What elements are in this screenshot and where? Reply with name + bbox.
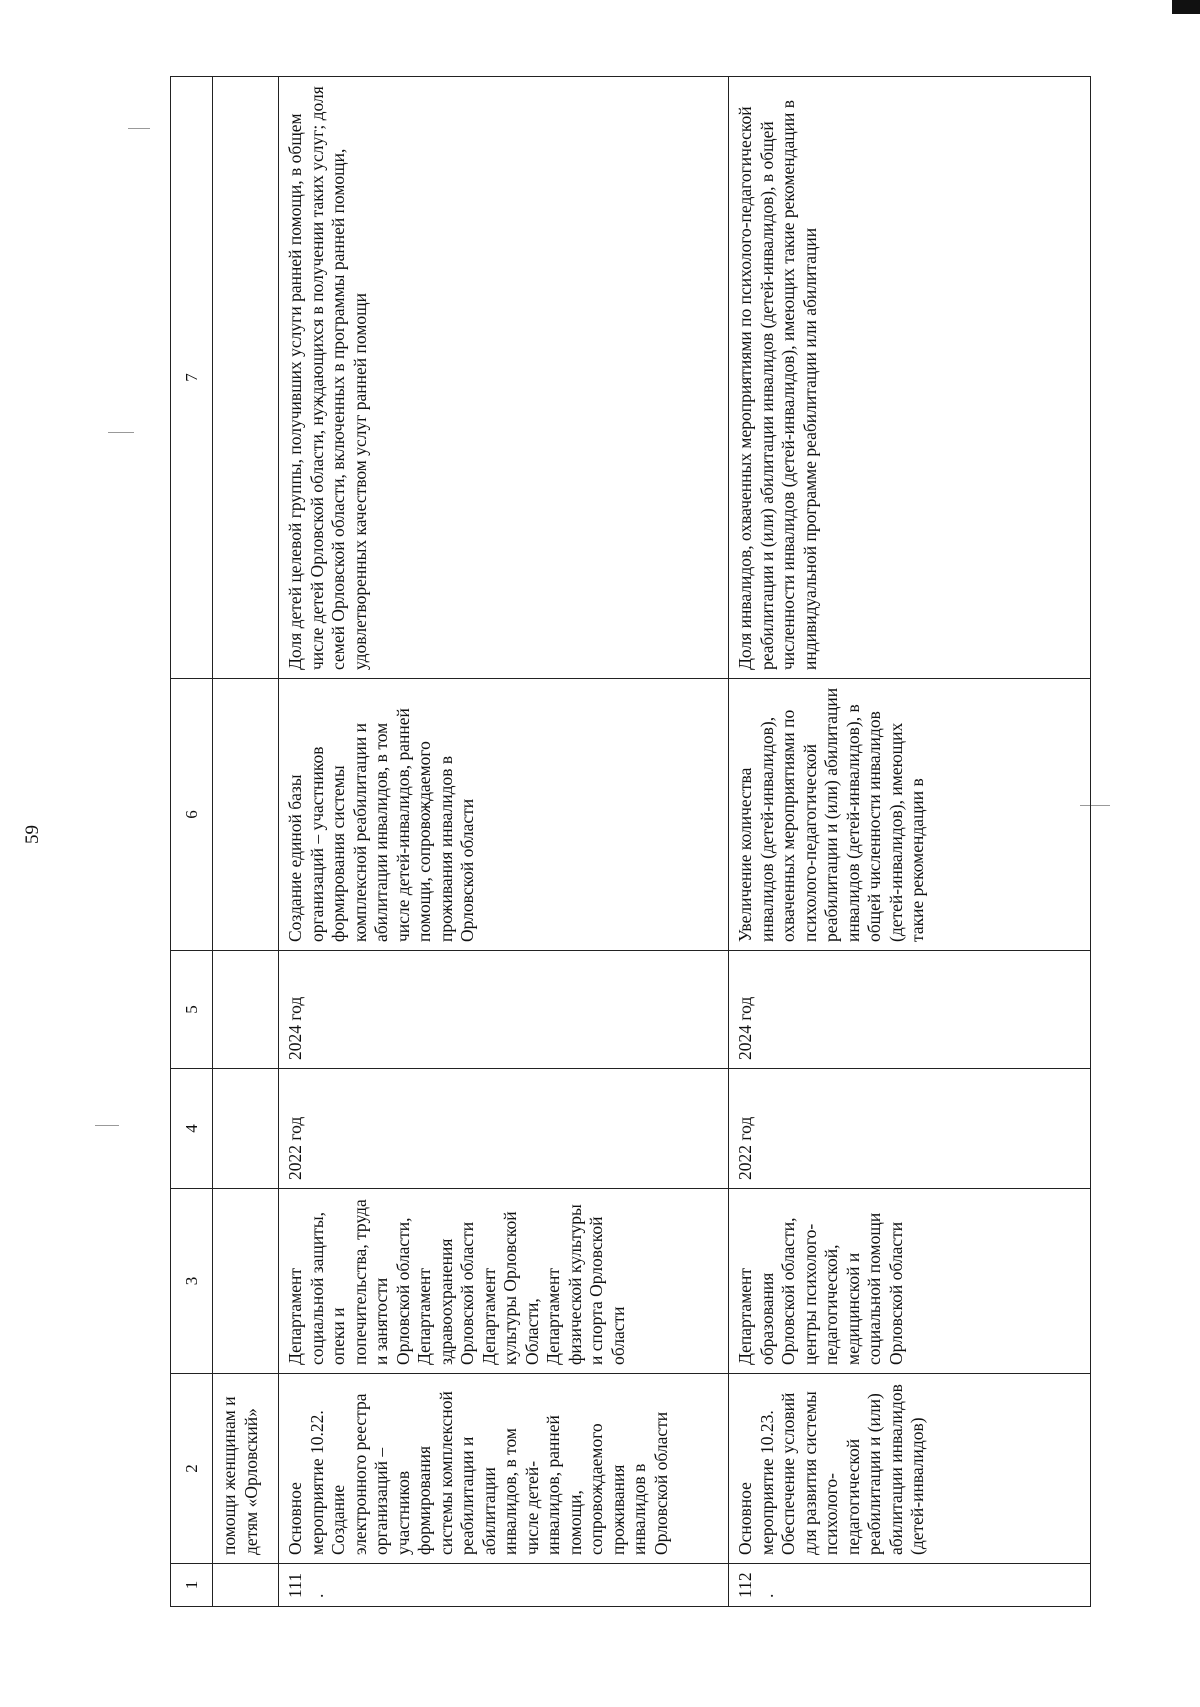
event-name: Основное мероприятие 10.22. Создание электронного реестра организаций – участников формирования системы комплексной реабилитации и абилитации инвалидов, в том числе детей-инвалидов, ранней помощи, сопровождаемого проживания инвалидов в Орловской области bbox=[279, 1374, 729, 1564]
program-events-table bbox=[170, 76, 1091, 1607]
indicator: Доля инвалидов, охваченных мероприятиями по психолого-педагогической реабилитации и (или) абилитации инвалидов (детей-инвалидов), в общей численности инвалидов (детей-инвалидов), имеющих такие рекомендации в индивидуальной программе реабилитации или абилитации bbox=[729, 77, 1091, 679]
cont-cell-1 bbox=[213, 1564, 279, 1607]
start-year: 2022 год bbox=[279, 1069, 729, 1189]
indicator: Доля детей целевой группы, получивших услуги ранней помощи, в общем числе детей Орловской области, нуждающихся в получении таких услуг; доля семей Орловской области, включенных в программы ранней помощи, удовлетворенных качеством услуг ранней помощи bbox=[279, 77, 729, 679]
header-col-3: 3 bbox=[171, 1189, 213, 1374]
cont-cell-5 bbox=[213, 951, 279, 1069]
cont-cell-2: помощи женщинам и детям «Орловский» bbox=[213, 1374, 279, 1564]
header-col-6: 6 bbox=[171, 679, 213, 951]
header-col-2: 2 bbox=[171, 1374, 213, 1564]
expected-result: Увеличение количества инвалидов (детей-инвалидов), охваченных мероприятиями по психолого-педагогической реабилитации и (или) абилитации инвалидов (детей-инвалидов), в общей численности инвалидов (детей-инвалидов), имеющих такие рекомендации в bbox=[729, 679, 1091, 951]
header-row bbox=[171, 77, 213, 1607]
header-col-1: 1 bbox=[171, 1564, 213, 1607]
page-number: 59 bbox=[22, 825, 43, 844]
table-row bbox=[279, 77, 729, 1607]
cont-cell-7 bbox=[213, 77, 279, 679]
start-year: 2022 год bbox=[729, 1069, 1091, 1189]
header-col-4: 4 bbox=[171, 1069, 213, 1189]
scan-artifact bbox=[108, 432, 134, 433]
cont-cell-6 bbox=[213, 679, 279, 951]
header-col-5: 5 bbox=[171, 951, 213, 1069]
document-table-rotated bbox=[170, 77, 1090, 1607]
scan-artifact bbox=[95, 1125, 119, 1126]
end-year: 2024 год bbox=[729, 951, 1091, 1069]
event-name: Основное мероприятие 10.23. Обеспечение условий для развития системы психолого-педагогической реабилитации и (или) абилитации инвалидов (детей-инвалидов) bbox=[729, 1374, 1091, 1564]
scan-corner-mark bbox=[1172, 0, 1200, 14]
cont-cell-4 bbox=[213, 1069, 279, 1189]
expected-result: Создание единой базы организаций – участников формирования системы комплексной реабилитации и абилитации инвалидов, в том числе детей-инвалидов, ранней помощи, сопровождаемого проживания инвалидов в Орловской области bbox=[279, 679, 729, 951]
cont-cell-3 bbox=[213, 1189, 279, 1374]
row-number: 111. bbox=[279, 1564, 729, 1607]
table-row bbox=[729, 77, 1091, 1607]
executor: Департамент социальной защиты, опеки и попечительства, труда и занятости Орловской области, Департамент здравоохранения Орловской области Департамент культуры Орловской Области, Департамент физической культуры и спорта Орловской области bbox=[279, 1189, 729, 1374]
executor: Департамент образования Орловской области, центры психолого-педагогической, медицинской и социальной помощи Орловской области bbox=[729, 1189, 1091, 1374]
continuation-row bbox=[213, 77, 279, 1607]
header-col-7: 7 bbox=[171, 77, 213, 679]
scan-artifact bbox=[128, 128, 150, 129]
end-year: 2024 год bbox=[279, 951, 729, 1069]
row-number: 112. bbox=[729, 1564, 1091, 1607]
